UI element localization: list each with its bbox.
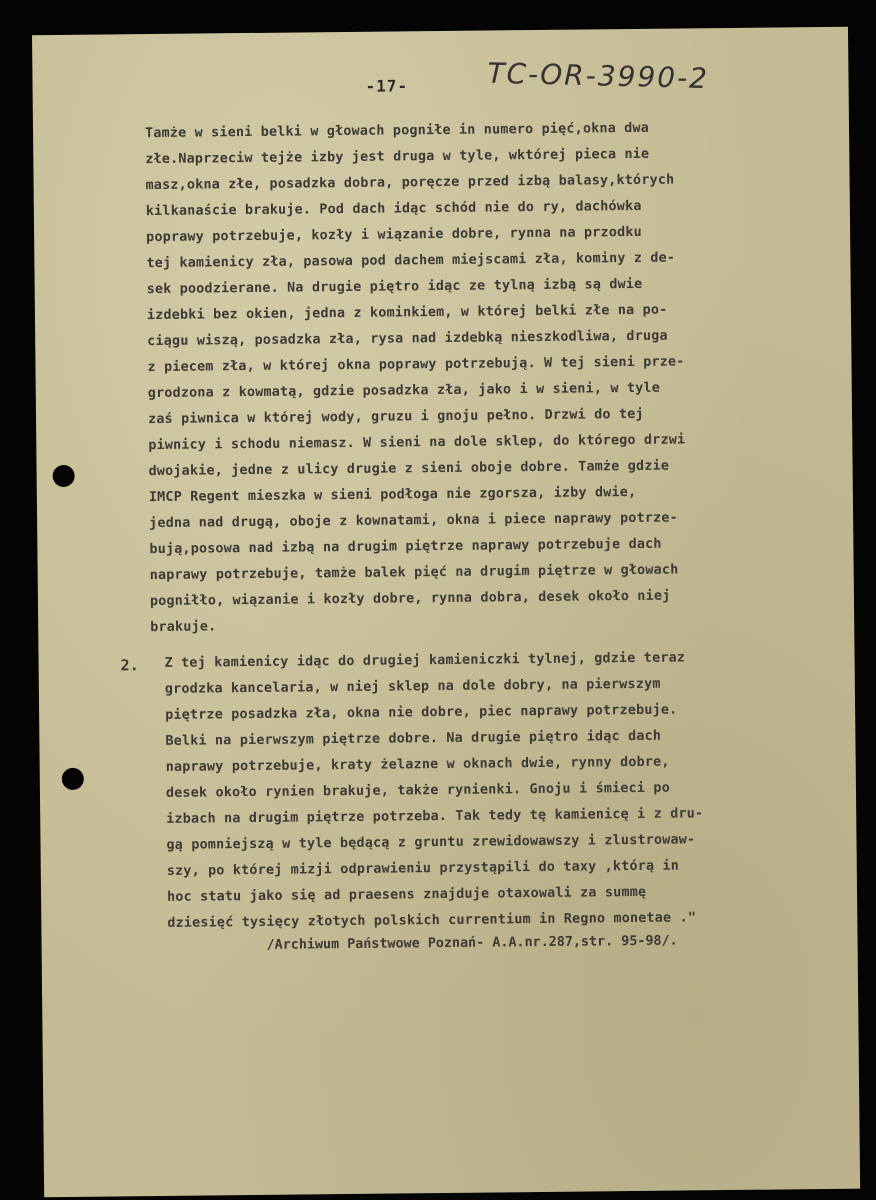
archive-signature-handwritten: TC-OR-3990-2 bbox=[487, 56, 710, 96]
text-line: piętrze posadzka zła, okna nie dobre, piec naprawy potrzebuje. bbox=[165, 702, 678, 723]
archive-reference: /Archiwum Państwowe Poznań- A.A.nr.287,str. 95-98/. bbox=[266, 933, 678, 953]
text-line: grodzona z kowmatą, gdzie posadzka zła, jako i w sieni, w tyle bbox=[147, 380, 661, 402]
text-line: izbach na drugim piętrze potrzeba. Tak tedy tę kamienicę i z dru- bbox=[166, 806, 704, 827]
document-page bbox=[32, 27, 860, 1197]
text-line: pogniłło, wiązanie i kozły dobre, rynna dobra, desek około niej bbox=[149, 588, 671, 610]
text-line: szy, po której mizji odprawieniu przystąpili do taxy ,którą in bbox=[166, 858, 680, 879]
text-line: Z tej kamienicy idąc do drugiej kamieniczki tylnej, gdzie teraz bbox=[164, 650, 686, 671]
text-line: hoc statu jako się ad praesens znajduje otaxowali za summę bbox=[166, 884, 647, 905]
text-line: desek około rynien brakuje, także rynienki. Gnoju i śmieci po bbox=[165, 780, 671, 801]
text-line: gą pomniejszą w tyle będącą z gruntu zrewidowawszy i zlustrowaw- bbox=[166, 832, 696, 853]
text-line: masz,okna złe, posadzka dobra, poręcze przed izbą balasy,których bbox=[145, 172, 675, 194]
text-line: naprawy potrzebuje, tamże balek pięć na drugim piętrze w głowach bbox=[149, 562, 679, 584]
page-number: -17- bbox=[365, 76, 409, 96]
text-line: izdebki bez okien, jedna z kominkiem, w której belki złe na po- bbox=[146, 302, 668, 324]
text-line: kilkanaście brakuje. Pod dach idąc schód nie do ry, dachówka bbox=[145, 198, 642, 220]
text-line: zaś piwnica w której wody, gruzu i gnoju pełno. Drzwi do tej bbox=[147, 406, 644, 428]
text-line: bują,posowa nad izbą na drugim piętrze naprawy potrzebuje dach bbox=[149, 536, 662, 558]
item-number: 2. bbox=[120, 656, 139, 675]
text-line: dziesięć tysięcy złotych polskich currentium in Regno monetae ." bbox=[167, 910, 697, 931]
text-line: piwnicy i schodu niemasz. W sieni na dole sklep, do którego drzwi bbox=[148, 432, 686, 454]
text-line: z piecem zła, w której okna poprawy potrzebują. W tej sieni prze- bbox=[147, 354, 685, 376]
text-line: sek poodzierane. Na drugie piętro idąc ze tylną izbą są dwie bbox=[146, 276, 643, 298]
text-line: jedna nad drugą, oboje z kownatami, okna i piece naprawy potrze- bbox=[149, 510, 678, 532]
text-line: Belki na pierwszym piętrze dobre. Na drugie piętro idąc dach bbox=[165, 728, 662, 749]
text-line: brakuje. bbox=[150, 619, 217, 636]
text-line: naprawy potrzebuje, kraty żelazne w oknach dwie, rynny dobre, bbox=[165, 754, 670, 775]
text-line: ciągu wiszą, posadzka zła, rysa nad izdebką nieszkodliwa, druga bbox=[147, 328, 668, 350]
text-line: poprawy potrzebuje, kozły i wiązanie dobre, rynna na przodku bbox=[146, 224, 642, 246]
text-line: IMCP Regent mieszka w sieni podłoga nie zgorsza, izby dwie, bbox=[148, 484, 637, 506]
punch-hole-top bbox=[53, 465, 75, 487]
text-line: grodzka kancelaria, w niej sklep na dole dobry, na pierwszym bbox=[164, 676, 661, 697]
text-line: dwojakie, jedne z ulicy drugie z sieni oboje dobre. Tamże gdzie bbox=[148, 458, 670, 480]
punch-hole-bottom bbox=[62, 768, 84, 790]
text-line: złe.Naprzeciw tejże izby jest druga w tyle, wktórej pieca nie bbox=[145, 146, 650, 168]
text-line: Tamże w sieni belki w głowach pogniłe in numero pięć,okna dwa bbox=[144, 120, 650, 142]
text-line: tej kamienicy zła, pasowa pod dachem miejscami zła, kominy z de- bbox=[146, 250, 676, 272]
